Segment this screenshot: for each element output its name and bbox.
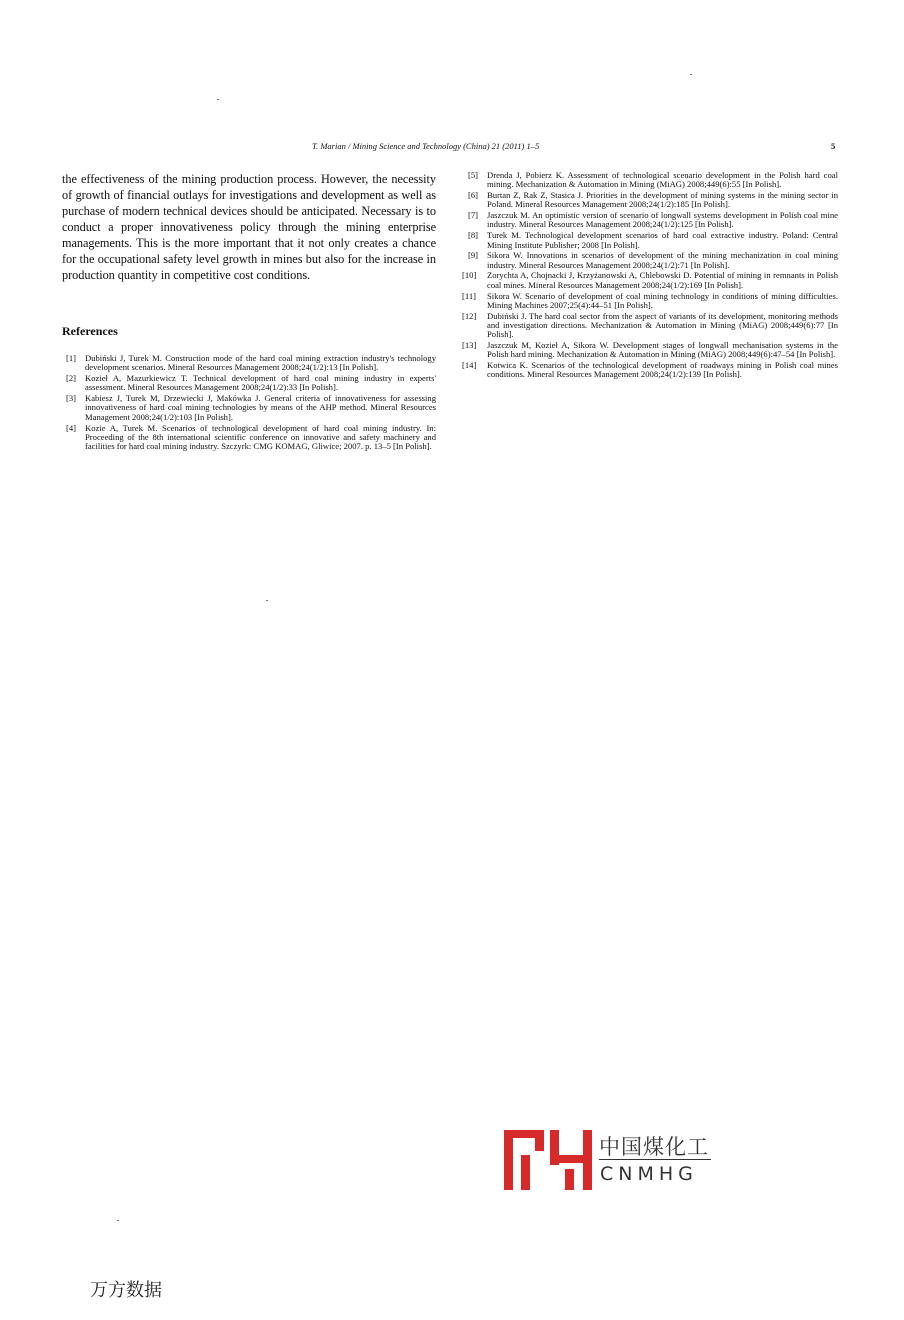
reference-text: Kabiesz J, Turek M, Drzewiecki J, Makówka J. General criteria of innovativeness for assessing innovativeness of hard coal mining technologies by means of the AHP method. Mineral Resources Management 2008;24(1/2):103 [In Polish].: [85, 393, 436, 422]
scan-speck: [266, 600, 268, 601]
reference-item: [468, 251, 838, 270]
logo-english-name: CNMHG: [600, 1163, 698, 1185]
reference-text: Zorychta A, Chojnacki J, Krzyżanowski A, Chlebowski D. Potential of mining in remnants in Polish coal mines. Mineral Resources Management 2008;24(1/2):169 [In Polish].: [487, 270, 838, 290]
running-title: T. Marian / Mining Science and Technology (China) 21 (2011) 1–5: [312, 141, 540, 151]
scan-speck: [117, 1220, 119, 1221]
reference-item: [462, 270, 838, 290]
reference-text: Drenda J, Pobierz K. Assessment of technological scenario development in the Polish hard coal mining. Mechanization & Automation in Mining (MiAG) 2008;449(6):55 [In Polish].: [487, 170, 838, 190]
reference-number: [2]: [66, 373, 77, 384]
reference-text: Dubiński J. The hard coal sector from the aspect of variants of its development, monitoring methods and investigation directions. Mechanization & Automation in Mining (MiAG) 2008;449(6):77 [In Polish].: [487, 310, 838, 340]
reference-text: Turek M. Technological development scenarios of hard coal extractive industry. Poland: Central Mining Institute Publisher; 2008 [In Polish].: [487, 230, 838, 250]
logo-divider: [599, 1159, 711, 1160]
reference-item: [66, 394, 436, 422]
scan-speck: [690, 74, 692, 75]
scan-speck: [217, 99, 219, 100]
reference-item: [468, 171, 838, 190]
reference-text: Dubiński J, Turek M. Construction mode of the hard coal mining extraction industry's technology development scenarios. Mineral Resources Management 2008;24(1/2):13 [In Polish].: [85, 353, 436, 373]
body-paragraph: the effectiveness of the mining production process. However, the necessity of growth of financial outlays for investigations and development as well as purchase of modern technical devices should be anticipated. Necessary is to conduct a proper innovativeness policy through the mining enterprise managements. This is the more important that it not only creates a chance for the occupational safety level growth in mines but also for the increase in production quantity in competitive cost conditions.: [62, 172, 436, 282]
reference-number: [13]: [462, 340, 477, 351]
reference-text: Kozieł A, Mazurkiewicz T. Technical development of hard coal mining industry in experts' assessment. Mineral Resources Management 2008;24(1/2):33 [In Polish].: [85, 373, 436, 393]
reference-item: [66, 354, 436, 373]
reference-number: [7]: [468, 210, 479, 221]
reference-text: Jaszczuk M, Kozieł A, Sikora W. Development stages of longwall mechanisation systems in the Polish hard mining. Mechanization & Automation in Mining (MiAG) 2008;449(6):47–54 [In Polish].: [487, 340, 838, 360]
reference-item: [468, 211, 838, 230]
reference-text: Sikora W. Scenario of development of coal mining technology in conditions of mining difficulties. Mining Machines 2007;25(4):44–51 [In Polish].: [487, 290, 838, 310]
page-number: 5: [831, 141, 836, 151]
reference-text: Sikora W. Innovations in scenarios of development of the mining mechanization in coal mining industry. Mineral Resources Management 2008;24(1/2):71 [In Polish].: [487, 250, 838, 270]
reference-item: [468, 191, 838, 210]
reference-text: Jaszczuk M. An optimistic version of scenario of longwall systems development in Polish coal mine industry. Mineral Resources Management 2008;24(1/2):125 [In Polish].: [487, 210, 838, 230]
reference-list-right: [462, 170, 838, 381]
reference-number: [3]: [66, 393, 77, 404]
reference-item: [66, 424, 436, 452]
reference-list-left: [66, 354, 436, 453]
reference-number: [8]: [468, 230, 479, 241]
left-column: [62, 171, 436, 283]
reference-number: [10]: [462, 270, 477, 281]
reference-text: Burtan Z, Rak Z, Stasica J. Priorities in the development of mining systems in the mining sector in Poland. Mineral Resources Management 2008;24(1/2):185 [In Polish].: [487, 190, 838, 210]
reference-text: Kotwica K. Scenarios of the technological development of roadways mining in Polish coal mines conditions. Mineral Resources Management 2008;24(1/2):139 [In Polish].: [487, 360, 838, 380]
cnmhg-logo-mark-icon: [503, 1129, 593, 1191]
reference-number: [5]: [468, 170, 479, 180]
cnmhg-logo: [503, 1129, 713, 1191]
reference-number: [4]: [66, 422, 77, 433]
reference-item: [462, 340, 838, 360]
references-heading: References: [62, 324, 118, 338]
reference-number: [6]: [468, 190, 479, 201]
logo-chinese-name: 中国煤化工: [599, 1135, 709, 1159]
reference-number: [11]: [462, 290, 476, 301]
reference-item: [462, 290, 838, 311]
reference-number: [14]: [462, 360, 477, 371]
footer-watermark: 万方数据: [90, 1280, 162, 1301]
reference-item: [66, 374, 436, 393]
reference-item: [462, 310, 838, 340]
reference-item: [462, 360, 838, 380]
reference-number: [12]: [462, 310, 477, 321]
reference-text: Kozie A, Turek M. Scenarios of technological development of hard coal mining industry. In: Proceeding of the 8th international scientific conference on innovative and safety machinery and facilities for hard coal mining industry. Szczyrk: CMG KOMAG, Gliwice; 2007. p. 13–5 [In Polish].: [85, 422, 436, 452]
running-header: [0, 141, 904, 155]
reference-item: [468, 231, 838, 250]
reference-number: [9]: [468, 250, 479, 261]
reference-number: [1]: [66, 353, 77, 363]
